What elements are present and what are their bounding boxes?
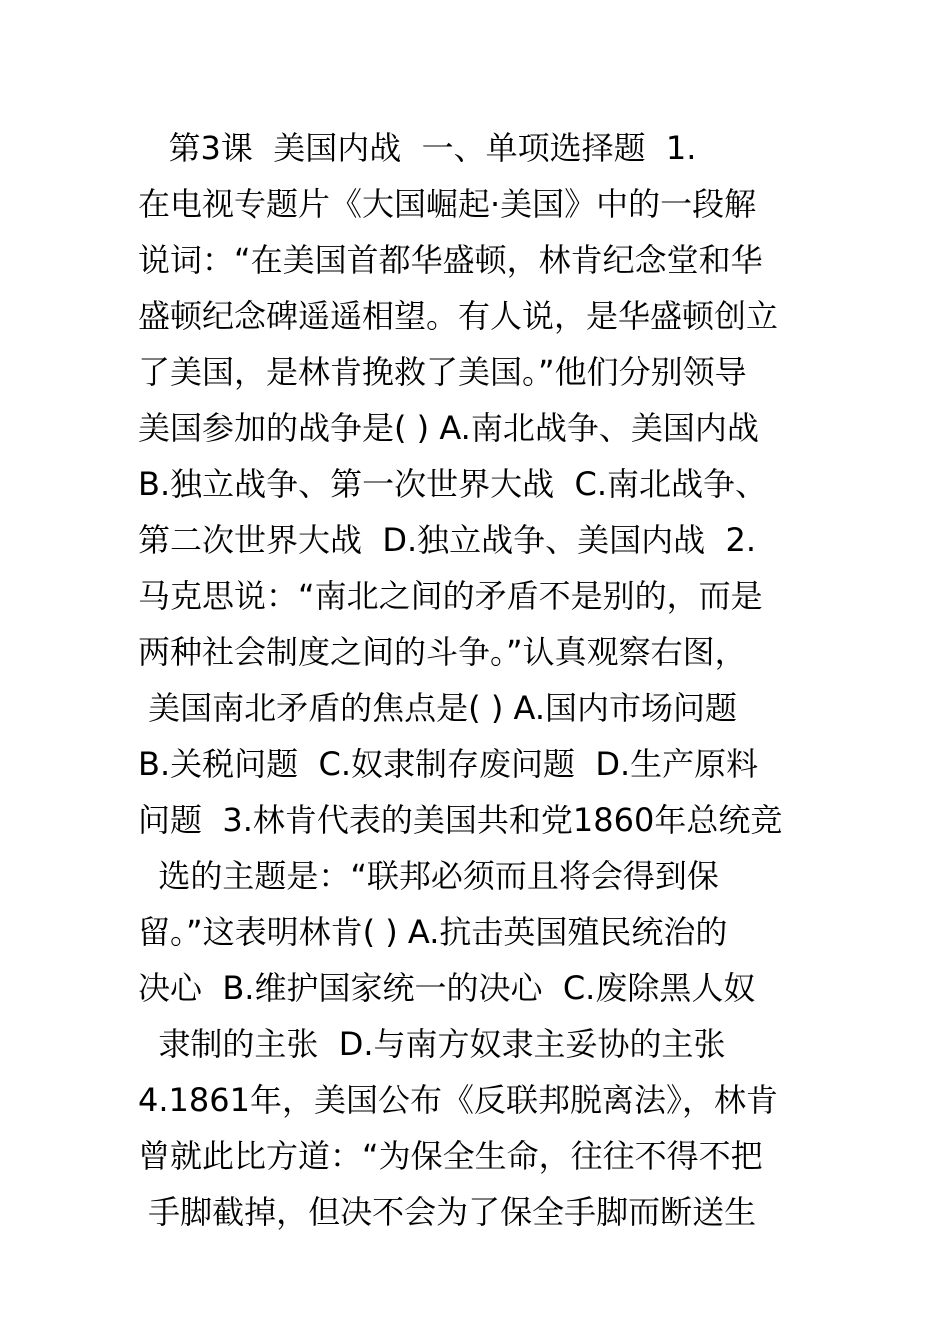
text-line: 手脚截掉，但决不会为了保全手脚而断送生: [138, 1193, 757, 1231]
text-line: 美国参加的战争是( ) A.南北战争、美国内战: [138, 409, 759, 447]
text-line: 留。”这表明林肯( ) A.抗击英国殖民统治的: [138, 913, 728, 951]
text-line: 问题 3.林肯代表的美国共和党1860年总统竞: [138, 801, 783, 839]
text-line: 曾就此比方道：“为保全生命，往往不得不把: [138, 1137, 763, 1175]
text-line: 在电视专题片《大国崛起·美国》中的一段解: [138, 185, 757, 223]
text-line: 马克思说：“南北之间的矛盾不是别的，而是: [138, 577, 763, 615]
text-line: 第3课 美国内战 一、单项选择题 1.: [138, 129, 697, 167]
text-line: 两种社会制度之间的斗争。”认真观察右图，: [138, 633, 747, 671]
text-line: 4.1861年，美国公布《反联邦脱离法》，林肯: [138, 1081, 778, 1119]
document-text: [138, 120, 818, 1240]
text-line: 说词：“在美国首都华盛顿，林肯纪念堂和华: [138, 241, 763, 279]
text-line: 第二次世界大战 D.独立战争、美国内战 2.: [138, 521, 757, 559]
text-line: B.关税问题 C.奴隶制存废问题 D.生产原料: [138, 745, 759, 783]
text-line: B.独立战争、第一次世界大战 C.南北战争、: [138, 465, 767, 503]
text-line: 了美国，是林肯挽救了美国。”他们分别领导: [138, 353, 747, 391]
text-line: 隶制的主张 D.与南方奴隶主妥协的主张: [138, 1025, 726, 1063]
text-line: 选的主题是：“联邦必须而且将会得到保: [138, 857, 719, 895]
text-line: 美国南北矛盾的焦点是( ) A.国内市场问题: [138, 689, 737, 727]
text-line: 盛顿纪念碑遥遥相望。有人说，是华盛顿创立: [138, 297, 779, 335]
text-line: 决心 B.维护国家统一的决心 C.废除黑人奴: [138, 969, 756, 1007]
